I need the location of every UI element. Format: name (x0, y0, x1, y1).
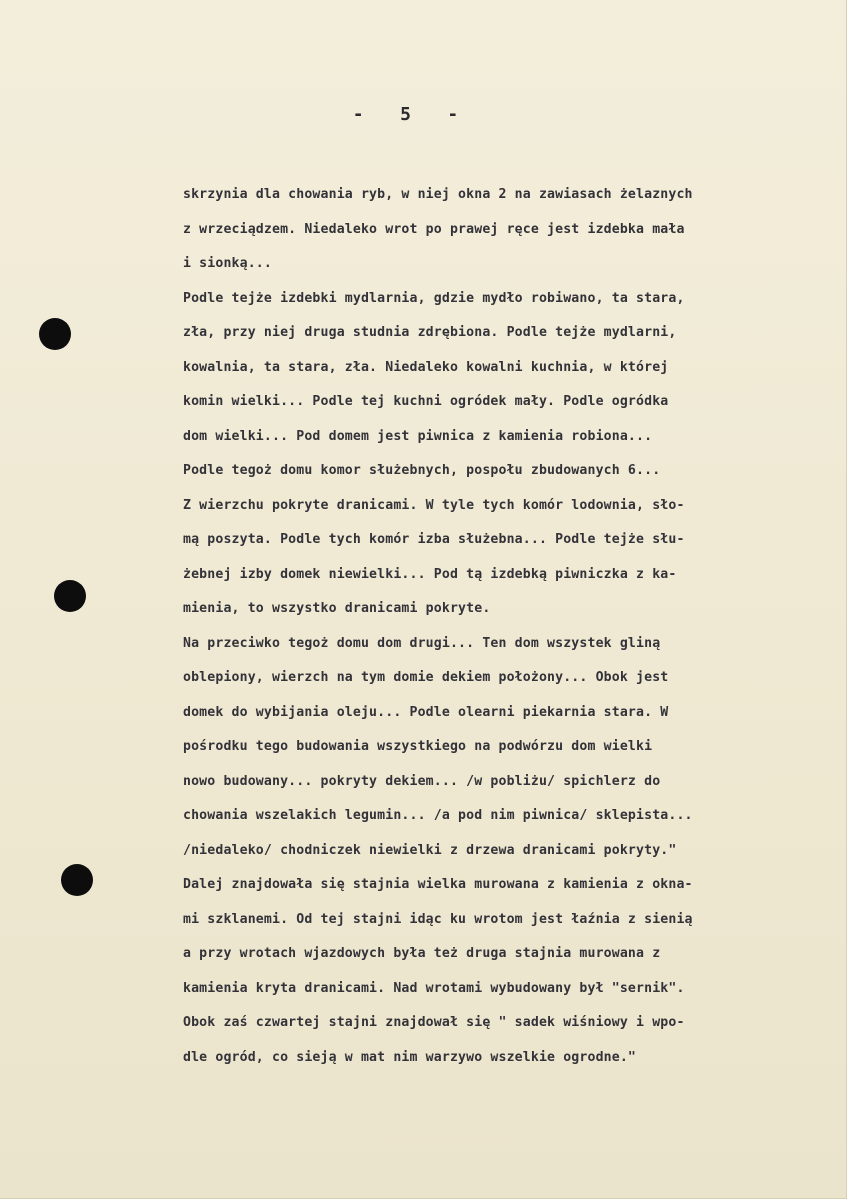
text-line: /niedaleko/ chodniczek niewielki z drzewa dranicami pokryty." (183, 842, 677, 858)
text-line: Podle tejże izdebki mydlarnia, gdzie mydło robiwano, ta stara, (183, 290, 685, 306)
text-line: Obok zaś czwartej stajni znajdował się " sadek wiśniowy i wpo- (183, 1015, 685, 1030)
text-line: kamienia kryta dranicami. Nad wrotami wybudowany był "sernik". (183, 980, 685, 996)
text-line: dle ogród, co sieją w mat nim warzywo wszelkie ogrodne." (183, 1049, 637, 1065)
text-line: kowalnia, ta stara, zła. Niedaleko kowalni kuchnia, w której (183, 359, 669, 375)
text-line: skrzynia dla chowania ryb, w niej okna 2 na zawiasach żelaznych (183, 187, 693, 202)
punch-hole (61, 864, 93, 896)
text-line: pośrodku tego budowania wszystkiego na podwórzu dom wielki (183, 739, 653, 754)
text-line: komin wielki... Podle tej kuchni ogródek mały. Podle ogródka (183, 394, 669, 409)
punch-hole (39, 318, 71, 350)
text-line: mą poszyta. Podle tych komór izba służebna... Podle tejże słu- (183, 532, 685, 547)
text-line: Podle tegoż domu komor służebnych, pospołu zbudowanych 6... (183, 463, 661, 478)
text-line: a przy wrotach wjazdowych była też druga stajnia murowana z (183, 946, 661, 961)
text-line: dom wielki... Pod domem jest piwnica z kamienia robiona... (183, 428, 653, 444)
punch-hole (54, 580, 86, 612)
text-line: z wrzeciądzem. Niedaleko wrot po prawej ręce jest izdebka mała (183, 221, 685, 237)
text-line: chowania wszelakich legumin... /a pod nim piwnica/ sklepista... (183, 808, 693, 823)
text-line: mi szklanemi. Od tej stajni idąc ku wrotom jest łaźnia z sienią (183, 911, 693, 927)
text-line: Na przeciwko tegoż domu dom drugi... Ten dom wszystek gliną (183, 635, 661, 651)
text-line: Dalej znajdowała się stajnia wielka murowana z kamienia z okna- (183, 877, 693, 892)
text-line: żebnej izby domek niewielki... Pod tą izdebką piwniczka z ka- (183, 566, 677, 582)
text-line: zła, przy niej druga studnia zdrębiona. Podle tejże mydlarni, (183, 325, 677, 340)
text-line: oblepiony, wierzch na tym domie dekiem położony... Obok jest (183, 670, 669, 685)
text-line: nowo budowany... pokryty dekiem... /w pobliżu/ spichlerz do (183, 773, 661, 789)
typewritten-text-body (183, 178, 843, 1075)
text-line: domek do wybijania oleju... Podle olearni piekarnia stara. W (183, 704, 669, 720)
text-line: i sionką... (183, 256, 272, 271)
text-line: mienia, to wszystko dranicami pokryte. (183, 601, 491, 616)
text-line: Z wierzchu pokryte dranicami. W tyle tych komór lodownia, sło- (183, 497, 685, 513)
page-number: - 5 - (352, 104, 460, 125)
